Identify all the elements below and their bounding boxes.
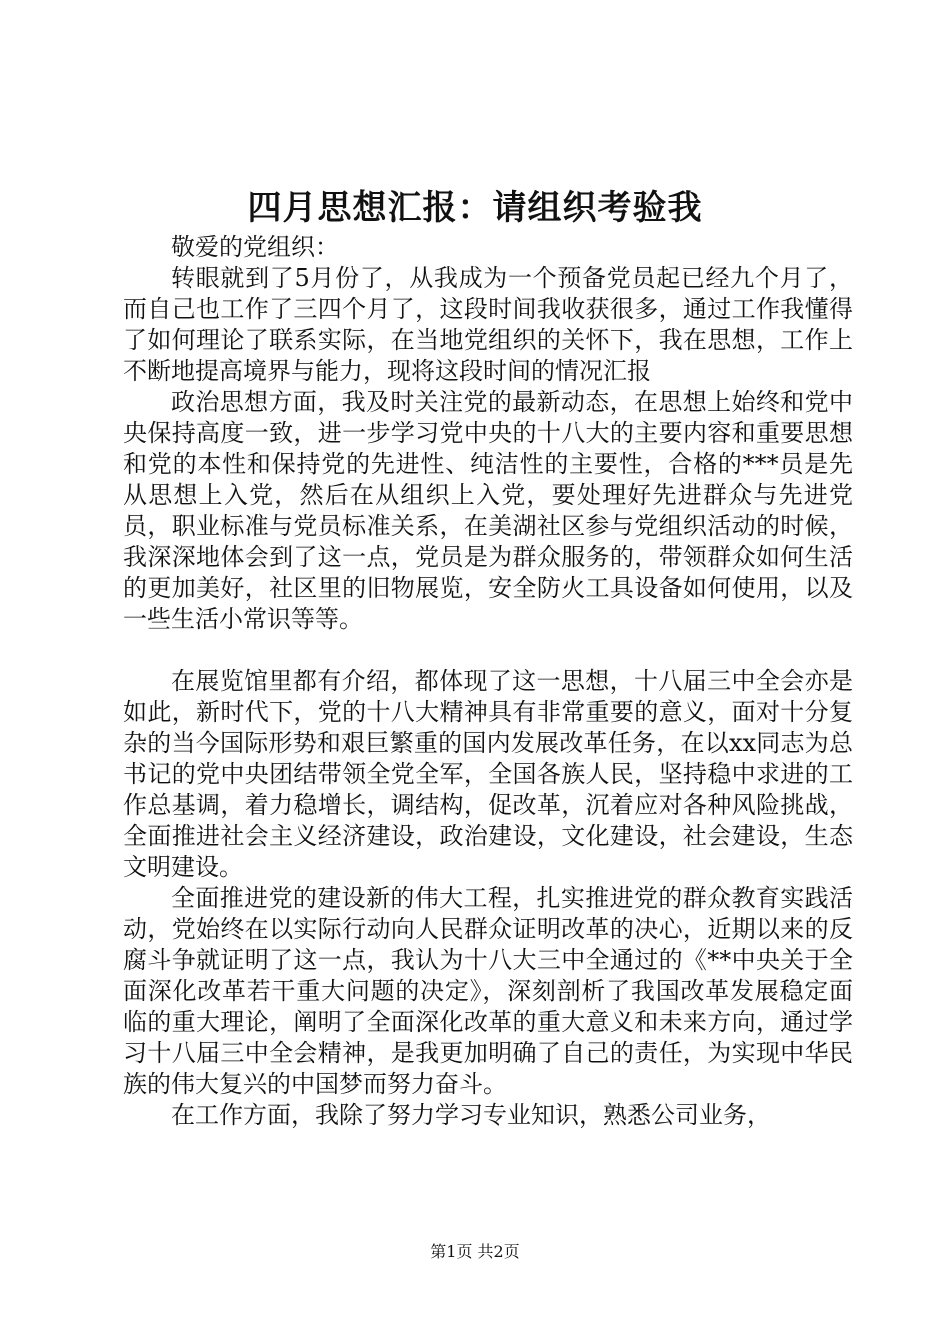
paragraph-4: 全面推进党的建设新的伟大工程，扎实推进党的群众教育实践活动，党始终在以实际行动向人民群众证明改革的决心，近期以来的反腐斗争就证明了这一点，我认为十八大三中全通过的《**中央关于全面深化改革若干重大问题的决定》，深刻剖析了我国改革发展稳定面临的重大理论，阐明了全面深化改革的重大意义和未来方向，通过学习十八届三中全会精神，是我更加明确了自己的责任，为实现中华民族的伟大复兴的中国梦而努力奋斗。 bbox=[123, 884, 853, 1098]
document-body bbox=[123, 232, 853, 1131]
paragraph-3: 在展览馆里都有介绍，都体现了这一思想，十八届三中全会亦是如此，新时代下，党的十八大精神具有非常重要的意义，面对十分复杂的当今国际形势和艰巨繁重的国内发展改革任务，在以xx同志为总书记的党中央团结带领全党全军，全国各族人民，坚持稳中求进的工作总基调，着力稳增长，调结构，促改革，沉着应对各种风险挑战，全面推进社会主义经济建设，政治建设，文化建设，社会建设，生态文明建设。 bbox=[123, 667, 853, 881]
page-footer: 第1页 共2页 bbox=[430, 1242, 520, 1261]
paragraph-gap bbox=[123, 635, 853, 666]
page-title: 四月思想汇报：请组织考验我 bbox=[247, 188, 703, 228]
paragraph-2: 政治思想方面，我及时关注党的最新动态，在思想上始终和党中央保持高度一致，进一步学习党中央的十八大的主要内容和重要思想和党的本性和保持党的先进性、纯洁性的主要性，合格的***员是先从思想上入党，然后在从组织上入党，要处理好先进群众与先进党员，职业标准与党员标准关系，在美湖社区参与党组织活动的时候，我深深地体会到了这一点，党员是为群众服务的，带领群众如何生活的更加美好，社区里的旧物展览，安全防火工具设备如何使用，以及一些生活小常识等等。 bbox=[123, 388, 853, 633]
paragraph-5: 在工作方面，我除了努力学习专业知识，熟悉公司业务， bbox=[171, 1101, 771, 1129]
paragraph-1: 转眼就到了5月份了，从我成为一个预备党员起已经九个月了，而自己也工作了三四个月了，这段时间我收获很多，通过工作我懂得了如何理论了联系实际，在当地党组织的关怀下，我在思想，工作上不断地提高境界与能力，现将这段时间的情况汇报 bbox=[123, 264, 853, 385]
salutation: 敬爱的党组织： bbox=[171, 233, 339, 261]
